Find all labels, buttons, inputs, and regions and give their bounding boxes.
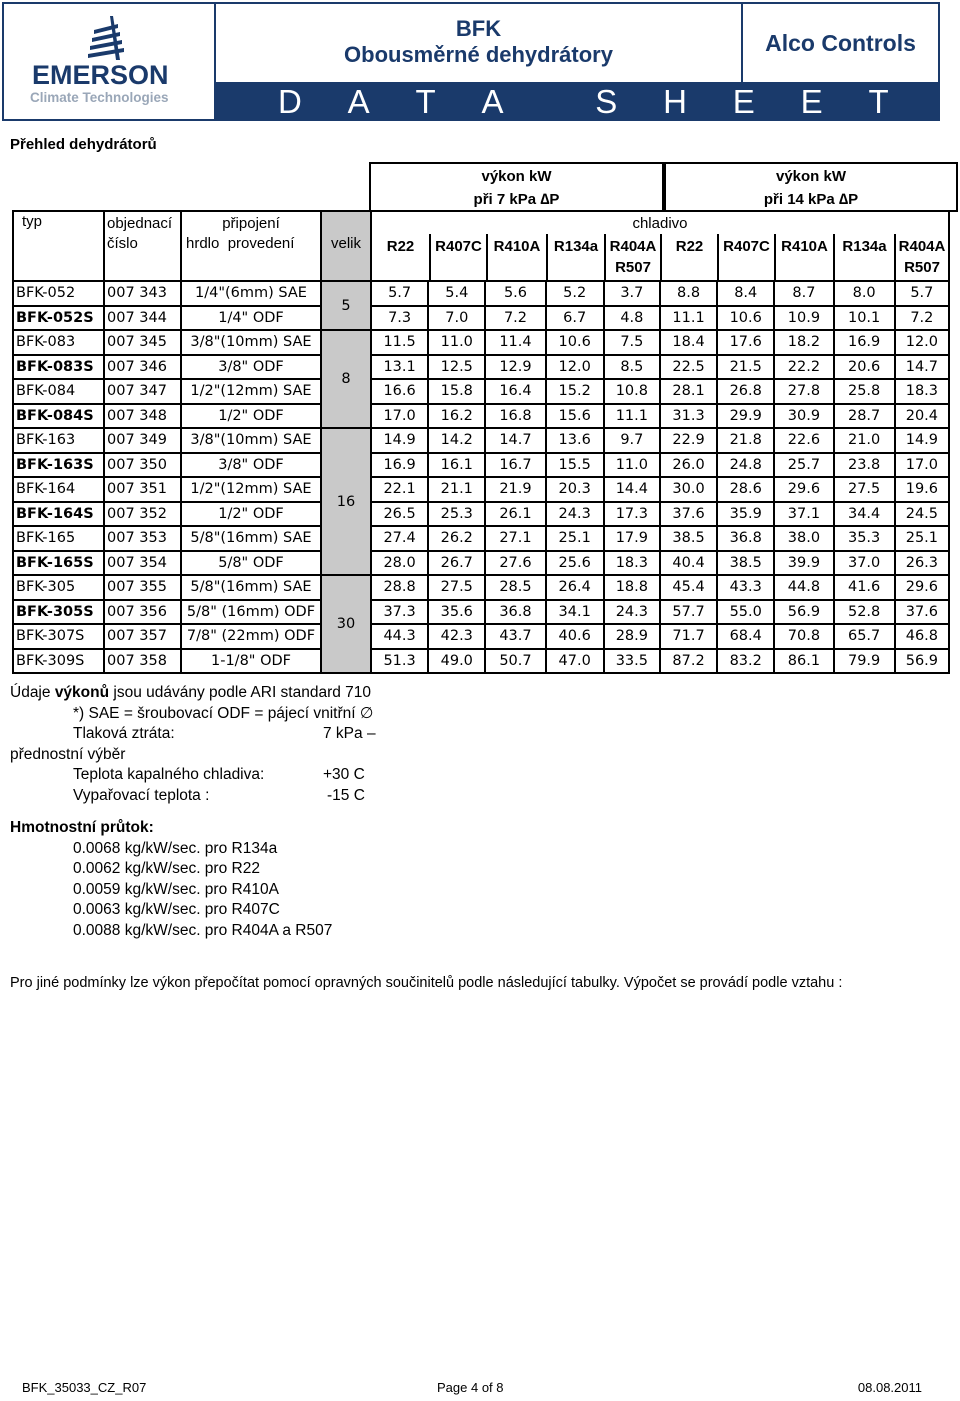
cell-capacity: 26.0	[660, 453, 717, 478]
cell-capacity: 14.7	[485, 428, 545, 453]
cell-capacity: 8.4	[717, 281, 774, 306]
cell-capacity: 27.8	[774, 379, 833, 404]
cell-capacity: 28.0	[371, 551, 428, 576]
table-row	[13, 526, 949, 551]
data-grid	[12, 210, 950, 674]
notes	[10, 683, 376, 806]
cell-capacity: 79.9	[834, 649, 895, 674]
cell-connection: 3/8" ODF	[181, 355, 321, 380]
cell-capacity: 15.2	[546, 379, 604, 404]
cell-capacity: 21.1	[428, 477, 485, 502]
cell-capacity: 21.9	[485, 477, 545, 502]
note-liquid-value: +30 C	[323, 766, 365, 783]
cell-capacity: 29.9	[717, 404, 774, 429]
cell-typ: BFK-083	[13, 330, 104, 355]
note-evap-value: -15 C	[327, 786, 365, 804]
cell-capacity: 28.5	[485, 575, 545, 600]
note-ari-post: jsou udávány podle ARI standard 710	[109, 684, 372, 701]
cell-capacity: 8.8	[660, 281, 717, 306]
capacity-7kpa-line2: při 7 kPa ∆P	[473, 191, 560, 208]
col-hrdlo: hrdlo	[186, 235, 220, 252]
document-title	[216, 4, 741, 82]
col-velik: velik	[321, 211, 371, 281]
note-preferred: přednostní výběr	[10, 745, 126, 763]
footer-date: 08.08.2011	[857, 1380, 922, 1395]
note-ari-bold: výkonů	[54, 684, 110, 701]
refrigerant-labels	[372, 234, 948, 280]
cell-connection: 1/2"(12mm) SAE	[181, 379, 321, 404]
cell-capacity: 10.8	[604, 379, 660, 404]
table-row	[13, 330, 949, 355]
cell-capacity: 14.2	[428, 428, 485, 453]
cell-capacity: 27.6	[485, 551, 545, 576]
cell-capacity: 14.9	[371, 428, 428, 453]
cell-typ: BFK-084S	[13, 404, 104, 429]
cell-capacity: 35.6	[428, 600, 485, 625]
cell-capacity: 10.6	[717, 306, 774, 331]
cell-capacity: 26.8	[717, 379, 774, 404]
cell-capacity: 56.9	[895, 649, 949, 674]
cell-order-number: 007 357	[104, 624, 181, 649]
cell-capacity: 44.3	[371, 624, 428, 649]
cell-order-number: 007 347	[104, 379, 181, 404]
emerson-tower-icon	[80, 16, 132, 66]
note-sae-odf: *) SAE = šroubovací ODF = pájecí vnitřní ∅	[73, 704, 374, 722]
cell-capacity: 40.4	[660, 551, 717, 576]
cell-capacity: 8.0	[834, 281, 895, 306]
cell-capacity: 55.0	[717, 600, 774, 625]
cell-typ: BFK-165S	[13, 551, 104, 576]
cell-capacity: 37.0	[834, 551, 895, 576]
cell-size: 16	[321, 428, 371, 575]
cell-connection: 3/8" ODF	[181, 453, 321, 478]
cell-connection: 5/8" ODF	[181, 551, 321, 576]
cell-capacity: 47.0	[546, 649, 604, 674]
cell-order-number: 007 354	[104, 551, 181, 576]
cell-capacity: 71.7	[660, 624, 717, 649]
cell-capacity: 25.1	[546, 526, 604, 551]
cell-capacity: 56.9	[774, 600, 833, 625]
cell-connection: 1/4"(6mm) SAE	[181, 281, 321, 306]
cell-capacity: 39.9	[774, 551, 833, 576]
table-row	[13, 306, 949, 331]
chladivo-label: chladivo	[632, 215, 688, 232]
table-row	[13, 404, 949, 429]
cell-typ: BFK-309S	[13, 649, 104, 674]
cell-capacity: 27.4	[371, 526, 428, 551]
cell-capacity: 26.4	[546, 575, 604, 600]
cell-capacity: 5.7	[895, 281, 949, 306]
cell-typ: BFK-305S	[13, 600, 104, 625]
dryer-overview-table	[12, 160, 959, 680]
cell-capacity: 7.3	[371, 306, 428, 331]
cell-typ: BFK-052S	[13, 306, 104, 331]
cell-capacity: 34.1	[546, 600, 604, 625]
cell-connection: 1/2" ODF	[181, 404, 321, 429]
mass-flow-item: 0.0068 kg/kW/sec. pro R134a	[73, 839, 278, 857]
capacity-14kpa-header	[664, 162, 958, 212]
table-row	[13, 453, 949, 478]
cell-capacity: 16.7	[485, 453, 545, 478]
cell-capacity: 28.7	[834, 404, 895, 429]
cell-order-number: 007 355	[104, 575, 181, 600]
cell-capacity: 11.0	[604, 453, 660, 478]
refrigerant-label: R410A	[774, 234, 833, 280]
cell-order-number: 007 358	[104, 649, 181, 674]
cell-capacity: 11.1	[604, 404, 660, 429]
capacity-7kpa-line1: výkon kW	[481, 168, 552, 185]
cell-capacity: 87.2	[660, 649, 717, 674]
table-row	[13, 575, 949, 600]
cell-capacity: 25.7	[774, 453, 833, 478]
refrigerant-header	[371, 211, 949, 281]
cell-capacity: 14.9	[895, 428, 949, 453]
cell-capacity: 22.1	[371, 477, 428, 502]
cell-capacity: 24.3	[604, 600, 660, 625]
cell-capacity: 68.4	[717, 624, 774, 649]
col-objednaci-l1: objednací	[107, 215, 173, 232]
cell-capacity: 10.6	[546, 330, 604, 355]
note-ari-pre: Údaje	[10, 684, 55, 701]
cell-capacity: 7.5	[604, 330, 660, 355]
cell-capacity: 8.5	[604, 355, 660, 380]
cell-capacity: 38.5	[717, 551, 774, 576]
cell-capacity: 16.9	[371, 453, 428, 478]
cell-capacity: 18.4	[660, 330, 717, 355]
cell-capacity: 29.6	[895, 575, 949, 600]
cell-capacity: 24.3	[546, 502, 604, 527]
table-row	[13, 600, 949, 625]
datasheet-label: D A T A S H E E T	[278, 83, 889, 120]
cell-capacity: 25.3	[428, 502, 485, 527]
cell-capacity: 36.8	[485, 600, 545, 625]
refrigerant-label: R22	[386, 238, 415, 255]
cell-capacity: 26.2	[428, 526, 485, 551]
cell-typ: BFK-163S	[13, 453, 104, 478]
datasheet-banner	[216, 82, 938, 119]
cell-order-number: 007 348	[104, 404, 181, 429]
cell-capacity: 15.8	[428, 379, 485, 404]
cell-capacity: 26.5	[371, 502, 428, 527]
cell-capacity: 50.7	[485, 649, 545, 674]
cell-capacity: 37.6	[895, 600, 949, 625]
cell-capacity: 22.9	[660, 428, 717, 453]
cell-capacity: 16.2	[428, 404, 485, 429]
cell-capacity: 7.0	[428, 306, 485, 331]
mass-flow-item: 0.0088 kg/kW/sec. pro R404A a R507	[73, 921, 333, 939]
table-row	[13, 551, 949, 576]
cell-capacity: 21.0	[834, 428, 895, 453]
cell-capacity: 16.8	[485, 404, 545, 429]
cell-capacity: 12.5	[428, 355, 485, 380]
cell-size: 5	[321, 281, 371, 330]
note-liquid-label: Teplota kapalného chladiva:	[73, 766, 265, 783]
correction-paragraph: Pro jiné podmínky lze výkon přepočítat pomocí opravných součinitelů podle následující tabulky. Výpočet se provádí podle vztahu :	[10, 975, 843, 991]
cell-capacity: 29.6	[774, 477, 833, 502]
table-row	[13, 477, 949, 502]
cell-size: 30	[321, 575, 371, 673]
refrigerant-label: R134a	[833, 234, 894, 280]
cell-capacity: 24.8	[717, 453, 774, 478]
cell-capacity: 28.1	[660, 379, 717, 404]
cell-capacity: 10.9	[774, 306, 833, 331]
cell-connection: 5/8"(16mm) SAE	[181, 575, 321, 600]
table-row	[13, 502, 949, 527]
logo-word: EMERSON	[32, 60, 169, 90]
cell-capacity: 35.9	[717, 502, 774, 527]
cell-typ: BFK-165	[13, 526, 104, 551]
cell-capacity: 65.7	[834, 624, 895, 649]
cell-capacity: 22.2	[774, 355, 833, 380]
refrigerant-label: R407C	[717, 234, 774, 280]
logo-subtitle: Climate Technologies	[30, 90, 169, 105]
cell-typ: BFK-307S	[13, 624, 104, 649]
note-evap-temp	[10, 786, 376, 807]
cell-capacity: 24.5	[895, 502, 949, 527]
cell-order-number: 007 351	[104, 477, 181, 502]
table-row	[13, 281, 949, 306]
cell-capacity: 30.0	[660, 477, 717, 502]
cell-capacity: 51.3	[371, 649, 428, 674]
col-typ: typ	[13, 211, 104, 281]
cell-capacity: 37.6	[660, 502, 717, 527]
cell-capacity: 19.6	[895, 477, 949, 502]
col-objednaci-l2: číslo	[107, 235, 138, 252]
col-pripojeni-label: připojení	[222, 215, 280, 232]
cell-capacity: 7.2	[485, 306, 545, 331]
cell-capacity: 25.6	[546, 551, 604, 576]
cell-capacity: 28.8	[371, 575, 428, 600]
cell-capacity: 5.2	[546, 281, 604, 306]
cell-order-number: 007 346	[104, 355, 181, 380]
cell-capacity: 7.2	[895, 306, 949, 331]
cell-connection: 5/8"(16mm) SAE	[181, 526, 321, 551]
cell-capacity: 5.4	[428, 281, 485, 306]
cell-order-number: 007 343	[104, 281, 181, 306]
cell-typ: BFK-052	[13, 281, 104, 306]
cell-capacity: 13.1	[371, 355, 428, 380]
cell-order-number: 007 353	[104, 526, 181, 551]
cell-capacity: 17.6	[717, 330, 774, 355]
cell-capacity: 26.1	[485, 502, 545, 527]
cell-capacity: 37.1	[774, 502, 833, 527]
refrigerant-label: R404A R507	[894, 234, 948, 280]
cell-capacity: 45.4	[660, 575, 717, 600]
cell-capacity: 27.1	[485, 526, 545, 551]
cell-capacity: 11.0	[428, 330, 485, 355]
cell-order-number: 007 352	[104, 502, 181, 527]
cell-capacity: 26.7	[428, 551, 485, 576]
cell-capacity: 37.3	[371, 600, 428, 625]
cell-capacity: 83.2	[717, 649, 774, 674]
cell-capacity: 11.5	[371, 330, 428, 355]
cell-connection: 1/2" ODF	[181, 502, 321, 527]
cell-capacity: 25.8	[834, 379, 895, 404]
cell-capacity: 10.1	[834, 306, 895, 331]
cell-connection: 7/8" (22mm) ODF	[181, 624, 321, 649]
col-provedeni: provedení	[227, 235, 295, 252]
cell-order-number: 007 345	[104, 330, 181, 355]
cell-capacity: 27.5	[428, 575, 485, 600]
capacity-7kpa-header	[369, 162, 664, 212]
cell-capacity: 35.3	[834, 526, 895, 551]
cell-capacity: 16.6	[371, 379, 428, 404]
note-pressure-value: 7 kPa –	[323, 725, 376, 742]
cell-capacity: 34.4	[834, 502, 895, 527]
note-liquid-temp	[10, 765, 376, 786]
cell-capacity: 12.9	[485, 355, 545, 380]
refrigerant-label: R22	[660, 234, 717, 280]
cell-capacity: 12.0	[895, 330, 949, 355]
cell-order-number: 007 344	[104, 306, 181, 331]
cell-capacity: 38.0	[774, 526, 833, 551]
cell-capacity: 8.7	[774, 281, 833, 306]
cell-capacity: 6.7	[546, 306, 604, 331]
cell-connection: 1/2"(12mm) SAE	[181, 477, 321, 502]
cell-capacity: 18.8	[604, 575, 660, 600]
cell-typ: BFK-305	[13, 575, 104, 600]
cell-capacity: 5.7	[371, 281, 428, 306]
table-row	[13, 379, 949, 404]
cell-size: 8	[321, 330, 371, 428]
table-row	[13, 355, 949, 380]
table-row	[13, 428, 949, 453]
cell-typ: BFK-163	[13, 428, 104, 453]
cell-capacity: 21.8	[717, 428, 774, 453]
cell-capacity: 49.0	[428, 649, 485, 674]
cell-capacity: 17.0	[371, 404, 428, 429]
cell-capacity: 70.8	[774, 624, 833, 649]
cell-capacity: 30.9	[774, 404, 833, 429]
cell-capacity: 18.3	[895, 379, 949, 404]
cell-capacity: 9.7	[604, 428, 660, 453]
document-header	[2, 2, 940, 121]
title-product: BFK	[455, 16, 502, 41]
cell-capacity: 11.1	[660, 306, 717, 331]
mass-flow-item: 0.0063 kg/kW/sec. pro R407C	[73, 901, 280, 918]
note-pressure-label: Tlaková ztráta:	[73, 725, 175, 742]
cell-capacity: 52.8	[834, 600, 895, 625]
cell-capacity: 26.3	[895, 551, 949, 576]
cell-capacity: 43.7	[485, 624, 545, 649]
capacity-14kpa-line2: při 14 kPa ∆P	[763, 191, 859, 208]
cell-capacity: 21.5	[717, 355, 774, 380]
note-evap-label: Vypařovací teplota :	[73, 786, 210, 804]
cell-capacity: 36.8	[717, 526, 774, 551]
footer-page: Page 4 of 8	[437, 1380, 504, 1395]
cell-capacity: 20.6	[834, 355, 895, 380]
cell-capacity: 20.3	[546, 477, 604, 502]
cell-capacity: 5.6	[485, 281, 545, 306]
note-ari	[10, 683, 376, 704]
cell-capacity: 22.5	[660, 355, 717, 380]
cell-connection: 1/4" ODF	[181, 306, 321, 331]
cell-capacity: 28.9	[604, 624, 660, 649]
refrigerant-label: R410A	[486, 234, 546, 280]
cell-capacity: 3.7	[604, 281, 660, 306]
table-body	[13, 281, 949, 673]
table-header-row	[13, 211, 949, 281]
cell-capacity: 11.4	[485, 330, 545, 355]
cell-capacity: 86.1	[774, 649, 833, 674]
table-row	[13, 624, 949, 649]
cell-typ: BFK-164S	[13, 502, 104, 527]
cell-capacity: 25.1	[895, 526, 949, 551]
title-description: Obousměrné dehydrátory	[344, 42, 613, 67]
cell-capacity: 18.3	[604, 551, 660, 576]
brand-name: Alco Controls	[741, 4, 938, 82]
cell-capacity: 57.7	[660, 600, 717, 625]
cell-capacity: 13.6	[546, 428, 604, 453]
capacity-14kpa-line1: výkon kW	[775, 168, 847, 185]
cell-capacity: 17.3	[604, 502, 660, 527]
cell-capacity: 46.8	[895, 624, 949, 649]
cell-capacity: 41.6	[834, 575, 895, 600]
mass-flow-title: Hmotnostní průtok:	[10, 819, 154, 836]
cell-capacity: 22.6	[774, 428, 833, 453]
cell-connection: 3/8"(10mm) SAE	[181, 330, 321, 355]
cell-capacity: 44.8	[774, 575, 833, 600]
mass-flow-item: 0.0059 kg/kW/sec. pro R410A	[73, 880, 279, 898]
cell-order-number: 007 356	[104, 600, 181, 625]
cell-capacity: 16.9	[834, 330, 895, 355]
cell-capacity: 20.4	[895, 404, 949, 429]
col-pripojeni	[181, 211, 321, 281]
cell-capacity: 31.3	[660, 404, 717, 429]
cell-capacity: 15.6	[546, 404, 604, 429]
cell-capacity: 28.6	[717, 477, 774, 502]
cell-capacity: 15.5	[546, 453, 604, 478]
cell-capacity: 40.6	[546, 624, 604, 649]
cell-capacity: 16.1	[428, 453, 485, 478]
refrigerant-label: R134a	[546, 234, 604, 280]
cell-capacity: 17.9	[604, 526, 660, 551]
cell-capacity: 4.8	[604, 306, 660, 331]
cell-connection: 5/8" (16mm) ODF	[181, 600, 321, 625]
refrigerant-label: R407C	[429, 234, 486, 280]
footer-doc-id: BFK_35033_CZ_R07	[22, 1380, 147, 1395]
cell-capacity: 16.4	[485, 379, 545, 404]
cell-capacity: 42.3	[428, 624, 485, 649]
table-row	[13, 649, 949, 674]
section-title: Přehled dehydrátorů	[10, 136, 157, 153]
col-objednaci	[104, 211, 181, 281]
cell-connection: 3/8"(10mm) SAE	[181, 428, 321, 453]
note-pressure-drop	[10, 724, 376, 745]
cell-capacity: 38.5	[660, 526, 717, 551]
mass-flow-item: 0.0062 kg/kW/sec. pro R22	[73, 860, 260, 877]
refrigerant-label: R404A R507	[604, 234, 660, 280]
cell-typ: BFK-164	[13, 477, 104, 502]
cell-capacity: 14.7	[895, 355, 949, 380]
cell-connection: 1-1/8" ODF	[181, 649, 321, 674]
cell-capacity: 23.8	[834, 453, 895, 478]
cell-typ: BFK-083S	[13, 355, 104, 380]
cell-capacity: 14.4	[604, 477, 660, 502]
cell-capacity: 43.3	[717, 575, 774, 600]
cell-order-number: 007 350	[104, 453, 181, 478]
cell-order-number: 007 349	[104, 428, 181, 453]
cell-capacity: 27.5	[834, 477, 895, 502]
cell-capacity: 12.0	[546, 355, 604, 380]
emerson-logo	[4, 4, 216, 119]
mass-flow	[10, 818, 332, 941]
cell-typ: BFK-084	[13, 379, 104, 404]
cell-capacity: 18.2	[774, 330, 833, 355]
cell-capacity: 33.5	[604, 649, 660, 674]
cell-capacity: 17.0	[895, 453, 949, 478]
